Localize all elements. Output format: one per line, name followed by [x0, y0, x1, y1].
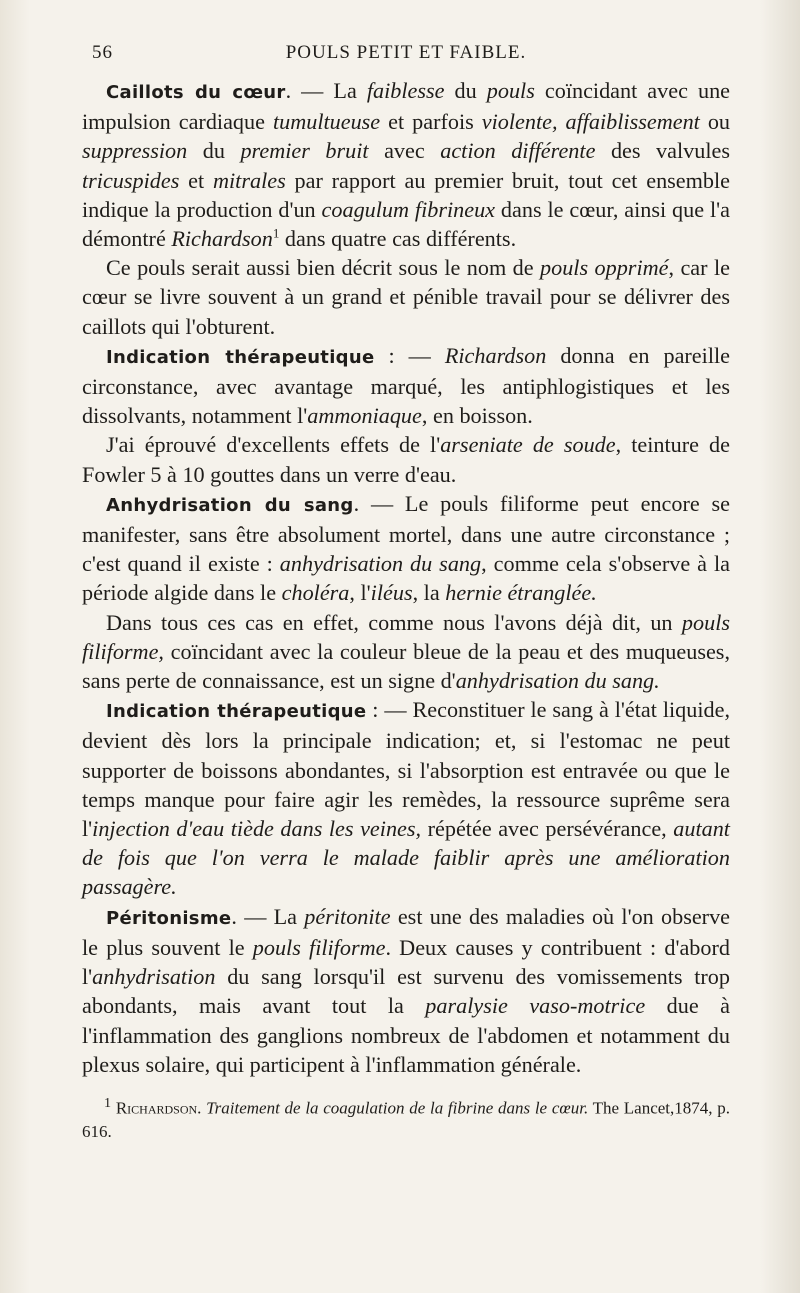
section-heading-indication-2: Indication thérapeutique — [106, 701, 367, 723]
footnote — [82, 1092, 730, 1143]
page-number: 56 — [92, 42, 113, 63]
paragraph-indication-1: Indication thérapeutique : — Richardson donna en pareille circonstance, avec avantage marqué, les antiphlogistiques et les dissolvants, notamment l'ammoniaque, en boisson. — [82, 342, 730, 429]
section-heading-caillots: Caillots du cœur — [106, 82, 286, 103]
paragraph-pouls-opprime: Ce pouls serait aussi bien décrit sous le nom de pouls opprimé, car le cœur se livre souvent à un grand et pénible travail pour se délivrer des caillots qui l'obturent. — [82, 255, 730, 339]
paragraph-anhydrisation: Anhydrisation du sang. — Le pouls filiforme peut encore se manifester, sans être absolument mortel, dans une autre circonstance ; c'est quand il existe : anhydrisation du sang, comme cela s'observe à la période algide dans le choléra, l'iléus, la hernie étranglée. — [82, 490, 730, 606]
paragraph-dans-tous-ces-cas: Dans tous ces cas en effet, comme nous l'avons déjà dit, un pouls filiforme, coïncidant avec la couleur bleue de la peau et des muqueuses, sans perte de connaissance, est un signe d'anhydrisation du sang. — [82, 609, 730, 694]
section-heading-peritonisme: Péritonisme — [106, 907, 232, 929]
paragraph-peritonisme: Péritonisme. — La péritonite est une des maladies où l'on observe le plus souvent le pouls filiforme. Deux causes y contribuent : d'abord l'anhydrisation du sang lorsqu'il est survenu des vomissements trop abondants, mais avant tout la paralysie vaso-motrice due à l'inflammation des ganglions nombreux de l'abdomen et notamment du plexus solaire, qui participent à l'inflammation générale. — [82, 903, 731, 1077]
body-text — [82, 76, 730, 1079]
paragraph-arseniate: J'ai éprouvé d'excellents effets de l'arseniate de soude, teinture de Fowler 5 à 10 gouttes dans un verre d'eau. — [82, 432, 730, 487]
footnote-reference[interactable]: 1 — [272, 225, 280, 241]
running-head — [82, 42, 730, 76]
footnote-author: Richardson. — [115, 1098, 202, 1118]
running-title: POULS PETIT ET FAIBLE. — [285, 42, 527, 63]
footnote-marker: 1 — [104, 1094, 112, 1111]
section-heading-indication-1: Indication thérapeutique — [106, 346, 375, 368]
section-heading-anhydrisation: Anhydrisation du sang — [106, 494, 354, 516]
footnote-source: The Lancet,1874, p. 616. — [82, 1098, 730, 1141]
paragraph-indication-2: Indication thérapeutique : — Reconstituer le sang à l'état liquide, devient dès lors la principale indication; et, si l'estomac ne peut supporter de boissons abondantes, si l'absorption est entravée ou que le temps manque pour faire agir les remèdes, la ressource suprême sera l'injection d'eau tiède dans les veines, répétée avec persévérance, autant de fois que l'on verra le malade faiblir après une amélioration passagère. — [82, 697, 730, 900]
paragraph-caillots: Caillots du cœur. — La faiblesse du pouls coïncidant avec une impulsion cardiaque tumultueuse et parfois violente, affaiblissement ou suppression du premier bruit avec action différente des valvules tricuspides et mitrales par rapport au premier bruit, tout cet ensemble indique la production d'un coagulum fibrineux dans le cœur, ainsi que l'a démontré Richardson$^1$ dans quatre cas différents. — [82, 78, 731, 252]
footnote-title: Traitement de la coagulation de la fibrine dans le cœur. — [201, 1098, 589, 1118]
